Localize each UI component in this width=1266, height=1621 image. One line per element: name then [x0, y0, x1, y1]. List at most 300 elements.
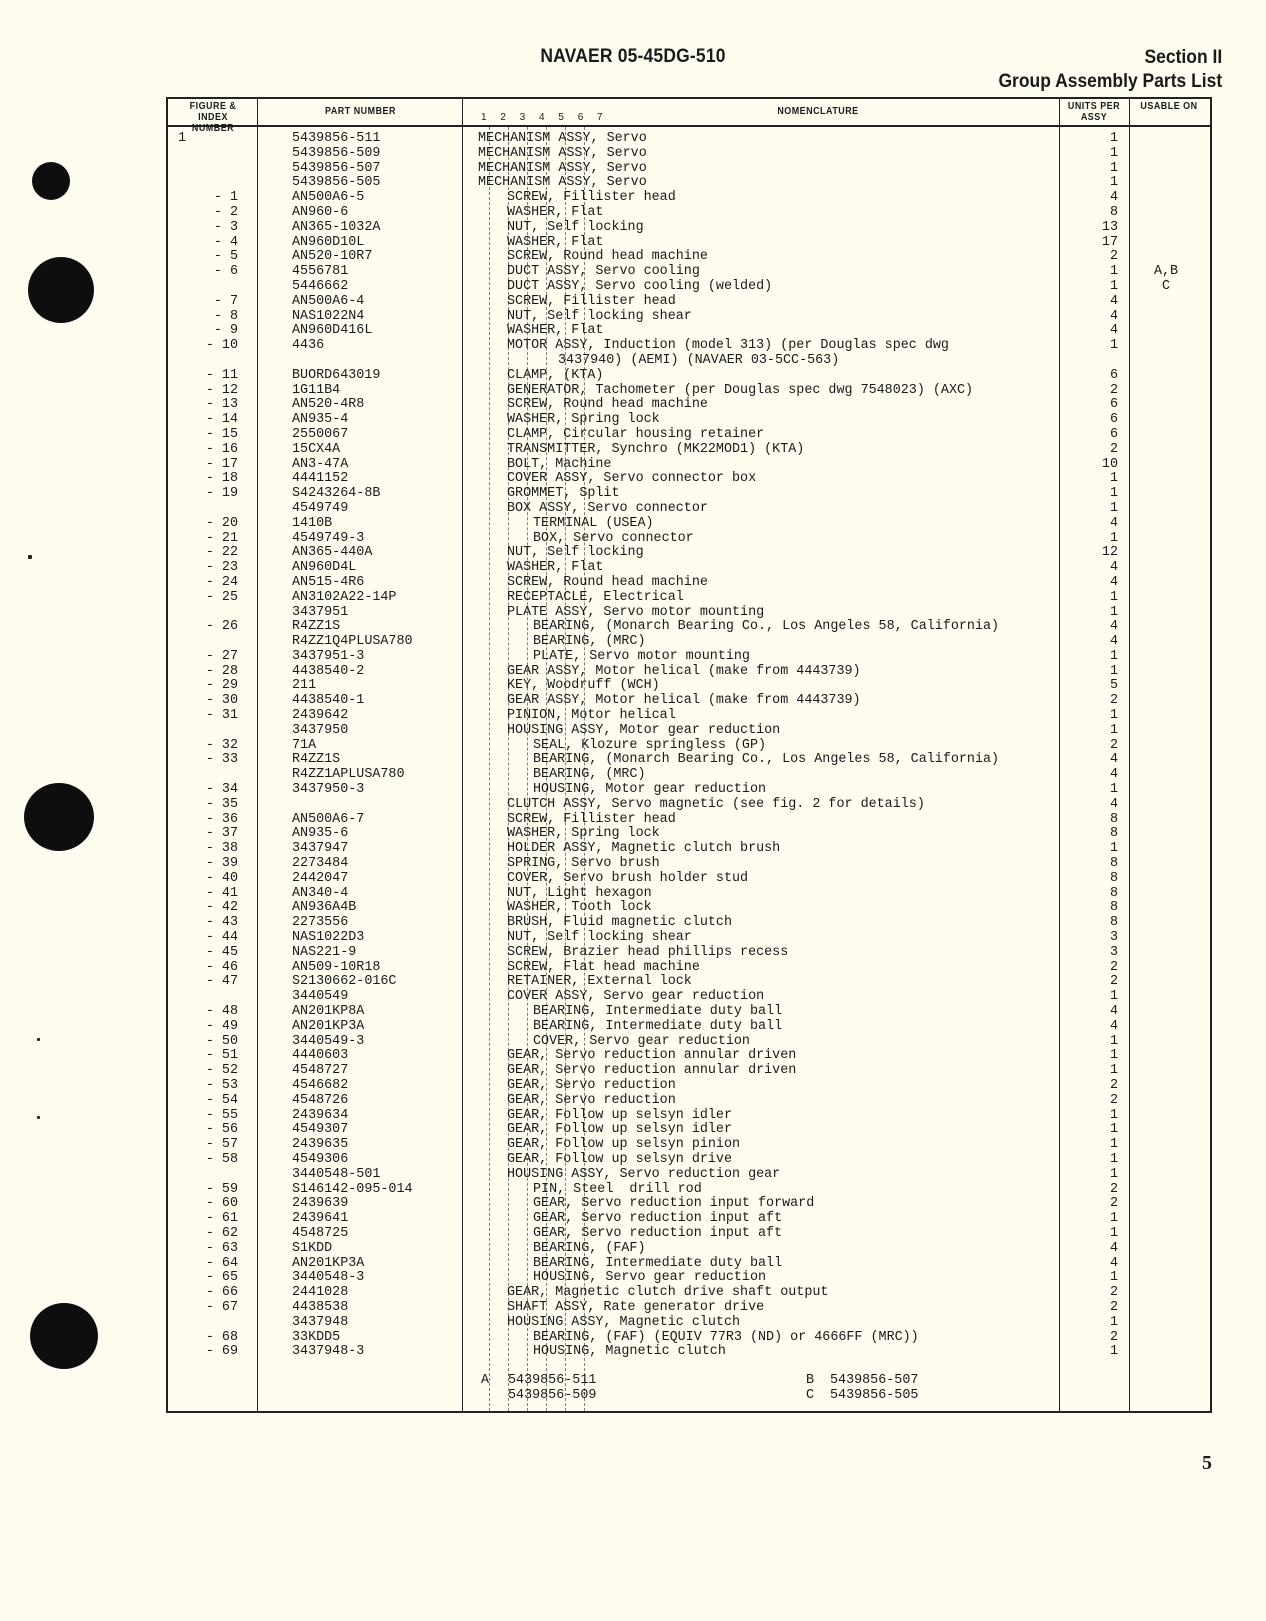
table-row	[168, 250, 1210, 265]
units-per-assy: 4	[1109, 752, 1118, 768]
units-per-assy: 2	[1109, 1196, 1118, 1212]
part-number: 3440549-3	[292, 1033, 365, 1049]
part-number: 4438540-1	[292, 693, 365, 709]
part-number: 211	[292, 678, 317, 694]
table-row	[168, 931, 1210, 946]
part-number: NAS1022N4	[292, 308, 365, 324]
part-number: 4556781	[292, 264, 349, 280]
table-row	[168, 591, 1210, 606]
table-row	[168, 1079, 1210, 1094]
part-number: AN3-47A	[292, 456, 349, 472]
parts-list-table	[166, 97, 1212, 1413]
part-number: 1410B	[292, 515, 333, 531]
table-row	[168, 502, 1210, 517]
units-per-assy: 1	[1109, 530, 1118, 546]
index-number: - 59	[205, 1181, 238, 1197]
index-number: - 25	[205, 589, 238, 605]
part-number: AN520-10R7	[292, 249, 373, 265]
index-number: - 18	[205, 471, 238, 487]
usable-on: A,B	[1153, 264, 1179, 280]
nomenclature: GEAR, Servo reduction input aft	[533, 1211, 783, 1227]
nomenclature: SCREW, Round head machine	[507, 574, 708, 590]
index-number: - 32	[205, 737, 238, 753]
index-number: - 58	[205, 1151, 238, 1167]
index-number: - 8	[213, 308, 238, 324]
units-per-assy: 6	[1109, 426, 1118, 442]
part-number: 5439856-507	[292, 160, 381, 176]
index-number: - 16	[205, 441, 238, 457]
table-row	[168, 679, 1210, 694]
table-row	[168, 606, 1210, 621]
units-per-assy: 1	[1109, 338, 1118, 354]
units-per-assy: 1	[1109, 989, 1118, 1005]
table-row	[168, 694, 1210, 709]
part-number: 3437950	[292, 722, 349, 738]
part-number: AN340-4	[292, 885, 349, 901]
part-number: 4548727	[292, 1063, 349, 1079]
key-c-value: 5439856-505	[830, 1387, 919, 1403]
part-number: AN960D416L	[292, 323, 373, 339]
table-row	[168, 1168, 1210, 1183]
index-number: - 12	[205, 382, 238, 398]
table-row	[168, 975, 1210, 990]
nomenclature: HOUSING ASSY, Motor gear reduction	[507, 722, 781, 738]
table-row	[168, 1138, 1210, 1153]
index-number: - 45	[205, 944, 238, 960]
index-number: - 69	[205, 1344, 238, 1360]
header-divider	[168, 125, 1210, 127]
units-per-assy: 1	[1109, 1225, 1118, 1241]
units-per-assy: 1	[1109, 841, 1118, 857]
nomenclature: HOUSING, Motor gear reduction	[533, 782, 767, 798]
units-per-assy: 4	[1109, 574, 1118, 590]
header-figure-index: FIGURE & INDEX NUMBER	[189, 100, 237, 134]
nomenclature: GENERATOR, Tachometer (per Douglas spec dwg 7548023) (AXC)	[507, 382, 974, 398]
nomenclature: WASHER, Spring lock	[507, 826, 660, 842]
part-number: S2130662-016C	[292, 974, 397, 990]
index-number: - 4	[213, 234, 238, 250]
parts-rows	[168, 132, 1210, 1360]
nomenclature: NUT, Self locking shear	[507, 308, 692, 324]
part-number: NAS1022D3	[292, 930, 365, 946]
nomenclature: WASHER, Flat	[507, 234, 604, 250]
table-row	[168, 132, 1210, 147]
units-per-assy: 2	[1109, 249, 1118, 265]
index-number: - 65	[205, 1270, 238, 1286]
nomenclature: CLUTCH ASSY, Servo magnetic (see fig. 2 for details)	[507, 796, 925, 812]
usable-on: C	[1161, 278, 1171, 294]
nomenclature: KEY, Woodruff (WCH)	[507, 678, 660, 694]
index-number: - 14	[205, 412, 238, 428]
index-number: - 49	[205, 1018, 238, 1034]
nomenclature: HOUSING, Magnetic clutch	[533, 1344, 726, 1360]
index-number: - 68	[205, 1329, 238, 1345]
part-number: AN500A6-7	[292, 811, 365, 827]
part-number: 71A	[292, 737, 317, 753]
nomenclature: MECHANISM ASSY, Servo	[478, 145, 647, 161]
nomenclature: GEAR, Follow up selsyn idler	[507, 1122, 732, 1138]
part-number: R4ZZ1S	[292, 619, 341, 635]
nomenclature: WASHER, Spring lock	[507, 412, 660, 428]
part-number: 5439856-511	[292, 131, 381, 146]
index-number: - 33	[205, 752, 238, 768]
units-per-assy: 2	[1109, 1181, 1118, 1197]
nomenclature: GEAR, Servo reduction annular driven	[507, 1048, 797, 1064]
part-number: S146142-095-014	[292, 1181, 413, 1197]
table-row	[168, 339, 1210, 354]
nomenclature: NUT, Self locking	[507, 545, 644, 561]
table-row	[168, 206, 1210, 221]
index-number: - 7	[213, 293, 238, 309]
nomenclature: SHAFT ASSY, Rate generator drive	[507, 1299, 765, 1315]
units-per-assy: 1	[1109, 1314, 1118, 1330]
table-row	[168, 946, 1210, 961]
nomenclature: BEARING, (Monarch Bearing Co., Los Angeles 58, California)	[533, 752, 1000, 768]
index-number: - 43	[205, 915, 238, 931]
units-per-assy: 1	[1109, 722, 1118, 738]
table-row	[168, 162, 1210, 177]
units-per-assy: 1	[1109, 589, 1118, 605]
nomenclature: MOTOR ASSY, Induction (model 313) (per Douglas spec dwg	[507, 338, 949, 354]
table-row	[168, 857, 1210, 872]
index-number: - 34	[205, 782, 238, 798]
nomenclature: DUCT ASSY, Servo cooling	[507, 264, 700, 280]
units-per-assy: 5	[1109, 678, 1118, 694]
nomenclature: BEARING, (MRC)	[533, 767, 646, 783]
nomenclature: MECHANISM ASSY, Servo	[478, 175, 647, 191]
nomenclature: BEARING, (MRC)	[533, 634, 646, 650]
nomenclature: SEAL, Klozure springless (GP)	[533, 737, 767, 753]
part-number: 5439856-505	[292, 175, 381, 191]
index-number: - 13	[205, 397, 238, 413]
nomenclature: GEAR, Servo reduction annular driven	[507, 1063, 797, 1079]
index-number: - 5	[213, 249, 238, 265]
table-row	[168, 1109, 1210, 1124]
units-per-assy: 4	[1109, 634, 1118, 650]
nomenclature: CLAMP, (KTA)	[507, 367, 604, 383]
units-per-assy: 4	[1109, 767, 1118, 783]
table-row	[168, 961, 1210, 976]
part-number: 4549749-3	[292, 530, 365, 546]
index-number: - 37	[205, 826, 238, 842]
index-number: - 20	[205, 515, 238, 531]
units-per-assy: 10	[1101, 456, 1118, 472]
units-per-assy: 8	[1109, 885, 1118, 901]
units-per-assy: 1	[1109, 663, 1118, 679]
units-per-assy: 1	[1109, 145, 1118, 161]
units-per-assy: 1	[1109, 160, 1118, 176]
nomenclature: WASHER, Flat	[507, 560, 604, 576]
nomenclature: GEAR, Magnetic clutch drive shaft output	[507, 1285, 829, 1301]
index-number: - 56	[205, 1122, 238, 1138]
table-row	[168, 1094, 1210, 1109]
table-row	[168, 369, 1210, 384]
part-number: 3437951-3	[292, 648, 365, 664]
index-number: - 23	[205, 560, 238, 576]
section-heading	[998, 46, 1222, 94]
nomenclature: COVER ASSY, Servo gear reduction	[507, 989, 765, 1005]
table-row	[168, 1257, 1210, 1272]
usable-on-key	[168, 1374, 1210, 1507]
nomenclature: HOLDER ASSY, Magnetic clutch brush	[507, 841, 781, 857]
nomenclature: BEARING, (Monarch Bearing Co., Los Angeles 58, California)	[533, 619, 1000, 635]
index-number: - 35	[205, 796, 238, 812]
index-number: - 1	[213, 190, 238, 206]
nomenclature: RETAINER, External lock	[507, 974, 692, 990]
nomenclature: TRANSMITTER, Synchro (MK22MOD1) (KTA)	[507, 441, 805, 457]
table-row	[168, 887, 1210, 902]
index-number: - 22	[205, 545, 238, 561]
units-per-assy: 1	[1109, 1048, 1118, 1064]
index-number: - 61	[205, 1211, 238, 1227]
index-number: - 44	[205, 930, 238, 946]
part-number: 3437948-3	[292, 1344, 365, 1360]
key-b-value: 5439856-507	[830, 1373, 919, 1388]
index-number: - 48	[205, 1004, 238, 1020]
nomenclature: PLATE, Servo motor mounting	[533, 648, 750, 664]
part-number: AN201KP8A	[292, 1004, 365, 1020]
nomenclature: SCREW, Fillister head	[507, 293, 676, 309]
part-number: R4ZZ1Q4PLUSA780	[292, 634, 413, 650]
part-number: BUORD643019	[292, 367, 381, 383]
part-number: 4548726	[292, 1092, 349, 1108]
table-row	[168, 398, 1210, 413]
table-row	[168, 1049, 1210, 1064]
table-row	[168, 650, 1210, 665]
index-number: - 27	[205, 648, 238, 664]
table-row	[168, 191, 1210, 206]
index-number: - 63	[205, 1240, 238, 1256]
table-row	[168, 324, 1210, 339]
table-row	[168, 635, 1210, 650]
table-row	[168, 1197, 1210, 1212]
scan-speck	[28, 555, 32, 559]
table-row	[168, 472, 1210, 487]
nomenclature: WASHER, Flat	[507, 323, 604, 339]
part-number: AN500A6-4	[292, 293, 365, 309]
nomenclature: RECEPTACLE, Electrical	[507, 589, 684, 605]
index-number: - 57	[205, 1137, 238, 1153]
header-units-per-assy: UNITS PER ASSY	[1067, 100, 1121, 123]
part-number: 15CX4A	[292, 441, 341, 457]
section-title: Group Assembly Parts List	[998, 71, 1222, 92]
header-usable-on: USABLE ON	[1140, 100, 1198, 112]
units-per-assy: 1	[1109, 486, 1118, 502]
key-a-label: A	[481, 1373, 490, 1388]
units-per-assy: 2	[1109, 959, 1118, 975]
nomenclature: GEAR, Servo reduction input aft	[533, 1225, 783, 1241]
table-row	[168, 546, 1210, 561]
page-number: 5	[1202, 1452, 1212, 1474]
nomenclature: TERMINAL (USEA)	[533, 515, 654, 531]
units-per-assy: 1	[1109, 1063, 1118, 1079]
units-per-assy: 3	[1109, 944, 1118, 960]
table-row	[168, 842, 1210, 857]
part-number: 1G11B4	[292, 382, 341, 398]
nomenclature: COVER, Servo brush holder stud	[507, 870, 749, 886]
table-row	[168, 310, 1210, 325]
index-number: - 62	[205, 1225, 238, 1241]
table-row	[168, 1212, 1210, 1227]
units-per-assy: 4	[1109, 190, 1118, 206]
table-row	[168, 428, 1210, 443]
table-row	[168, 1271, 1210, 1286]
units-per-assy: 1	[1109, 471, 1118, 487]
table-row	[168, 295, 1210, 310]
part-number: 3440548-501	[292, 1166, 381, 1182]
units-per-assy: 13	[1101, 219, 1118, 235]
nomenclature: HOUSING ASSY, Magnetic clutch	[507, 1314, 741, 1330]
part-number: 2439639	[292, 1196, 349, 1212]
binder-hole	[32, 162, 70, 200]
table-row	[168, 753, 1210, 768]
part-number: AN365-1032A	[292, 219, 381, 235]
table-row	[168, 443, 1210, 458]
key-b-label: B	[806, 1373, 815, 1388]
table-row	[168, 1286, 1210, 1301]
units-per-assy: 4	[1109, 1004, 1118, 1020]
part-number: 3437947	[292, 841, 349, 857]
units-per-assy: 4	[1109, 796, 1118, 812]
part-number: 2550067	[292, 426, 349, 442]
part-number: 3440548-3	[292, 1270, 365, 1286]
table-row	[168, 813, 1210, 828]
nomenclature: BEARING, (FAF) (EQUIV 77R3 (ND) or 4666FF (MRC))	[533, 1329, 919, 1345]
nomenclature: NUT, Self locking	[507, 219, 644, 235]
index-number: - 24	[205, 574, 238, 590]
table-row	[168, 724, 1210, 739]
nomenclature: HOUSING ASSY, Servo reduction gear	[507, 1166, 781, 1182]
part-number: 3440549	[292, 989, 349, 1005]
scan-speck	[37, 1116, 40, 1119]
units-per-assy: 4	[1109, 293, 1118, 309]
part-number: AN509-10R18	[292, 959, 381, 975]
index-number: - 42	[205, 900, 238, 916]
table-row	[168, 783, 1210, 798]
units-per-assy: 1	[1109, 1270, 1118, 1286]
part-number: S1KDD	[292, 1240, 333, 1256]
part-number: AN201KP3A	[292, 1018, 365, 1034]
nomenclature: PLATE ASSY, Servo motor mounting	[507, 604, 765, 620]
units-per-assy: 8	[1109, 900, 1118, 916]
table-row	[168, 280, 1210, 295]
nomenclature: GEAR, Servo reduction	[507, 1092, 676, 1108]
units-per-assy: 8	[1109, 811, 1118, 827]
units-per-assy: 4	[1109, 1255, 1118, 1271]
index-number: - 6	[213, 264, 238, 280]
part-number: AN935-4	[292, 412, 349, 428]
part-number: 4436	[292, 338, 325, 354]
units-per-assy: 1	[1109, 648, 1118, 664]
index-number: - 50	[205, 1033, 238, 1049]
nomenclature: GEAR, Follow up selsyn drive	[507, 1151, 732, 1167]
part-number: R4ZZ1APLUSA780	[292, 767, 405, 783]
units-per-assy: 12	[1101, 545, 1118, 561]
units-per-assy: 4	[1109, 323, 1118, 339]
table-row	[168, 265, 1210, 280]
part-number: 4546682	[292, 1078, 349, 1093]
nomenclature: BOLT, Machine	[507, 456, 612, 472]
part-number: 2439635	[292, 1137, 349, 1153]
index-number: - 41	[205, 885, 238, 901]
index-number: - 29	[205, 678, 238, 694]
units-per-assy: 8	[1109, 856, 1118, 872]
nomenclature: GEAR, Servo reduction input forward	[533, 1196, 815, 1212]
index-number: - 54	[205, 1092, 238, 1108]
table-row	[168, 236, 1210, 251]
nomenclature: NUT, Self locking shear	[507, 930, 692, 946]
nomenclature: WASHER, Flat	[507, 204, 604, 220]
table-row	[168, 354, 1210, 369]
part-number: 3437951	[292, 604, 349, 620]
units-per-assy: 2	[1109, 1285, 1118, 1301]
index-number: - 47	[205, 974, 238, 990]
nomenclature: SCREW, Round head machine	[507, 397, 708, 413]
index-number: - 55	[205, 1107, 238, 1123]
nomenclature: 3437940) (AEMI) (NAVAER 03-5CC-563)	[558, 352, 840, 368]
units-per-assy: 4	[1109, 515, 1118, 531]
units-per-assy: 1	[1109, 1151, 1118, 1167]
table-row	[168, 532, 1210, 547]
scan-speck	[37, 1038, 40, 1041]
nomenclature: SCREW, Brazier head phillips recess	[507, 944, 789, 960]
part-number: 4548725	[292, 1225, 349, 1241]
table-row	[168, 458, 1210, 473]
part-number: AN960D4L	[292, 560, 357, 576]
table-row	[168, 517, 1210, 532]
index-number: - 51	[205, 1048, 238, 1064]
units-per-assy: 2	[1109, 382, 1118, 398]
part-number: S4243264-8B	[292, 486, 381, 502]
nomenclature: GEAR, Servo reduction	[507, 1078, 676, 1093]
nomenclature: BRUSH, Fluid magnetic clutch	[507, 915, 732, 931]
units-per-assy: 4	[1109, 308, 1118, 324]
table-row	[168, 768, 1210, 783]
key-c-label: C	[806, 1387, 815, 1403]
nomenclature: COVER ASSY, Servo connector box	[507, 471, 757, 487]
binder-hole	[28, 257, 94, 323]
index-number: - 30	[205, 693, 238, 709]
table-row	[168, 384, 1210, 399]
nomenclature: GROMMET, Split	[507, 486, 620, 502]
table-row	[168, 561, 1210, 576]
index-number: - 64	[205, 1255, 238, 1271]
table-row	[168, 872, 1210, 887]
units-per-assy: 1	[1109, 1166, 1118, 1182]
index-number: - 67	[205, 1299, 238, 1315]
units-per-assy: 2	[1109, 1092, 1118, 1108]
table-row	[168, 1123, 1210, 1138]
part-number: AN935-6	[292, 826, 349, 842]
part-number: 4549306	[292, 1151, 349, 1167]
index-number: - 40	[205, 870, 238, 886]
table-row	[168, 176, 1210, 191]
nomenclature: PINION, Motor helical	[507, 708, 676, 724]
part-number: AN3102A22-14P	[292, 589, 397, 605]
units-per-assy: 1	[1109, 131, 1118, 146]
index-number: - 46	[205, 959, 238, 975]
part-number: 3437948	[292, 1314, 349, 1330]
part-number: R4ZZ1S	[292, 752, 341, 768]
part-number: 4549307	[292, 1122, 349, 1138]
index-number: - 17	[205, 456, 238, 472]
index-number: - 38	[205, 841, 238, 857]
units-per-assy: 2	[1109, 1299, 1118, 1315]
part-number: 4549749	[292, 500, 349, 516]
part-number: 4438540-2	[292, 663, 365, 679]
part-number: AN960-6	[292, 204, 349, 220]
binder-hole	[30, 1303, 98, 1369]
